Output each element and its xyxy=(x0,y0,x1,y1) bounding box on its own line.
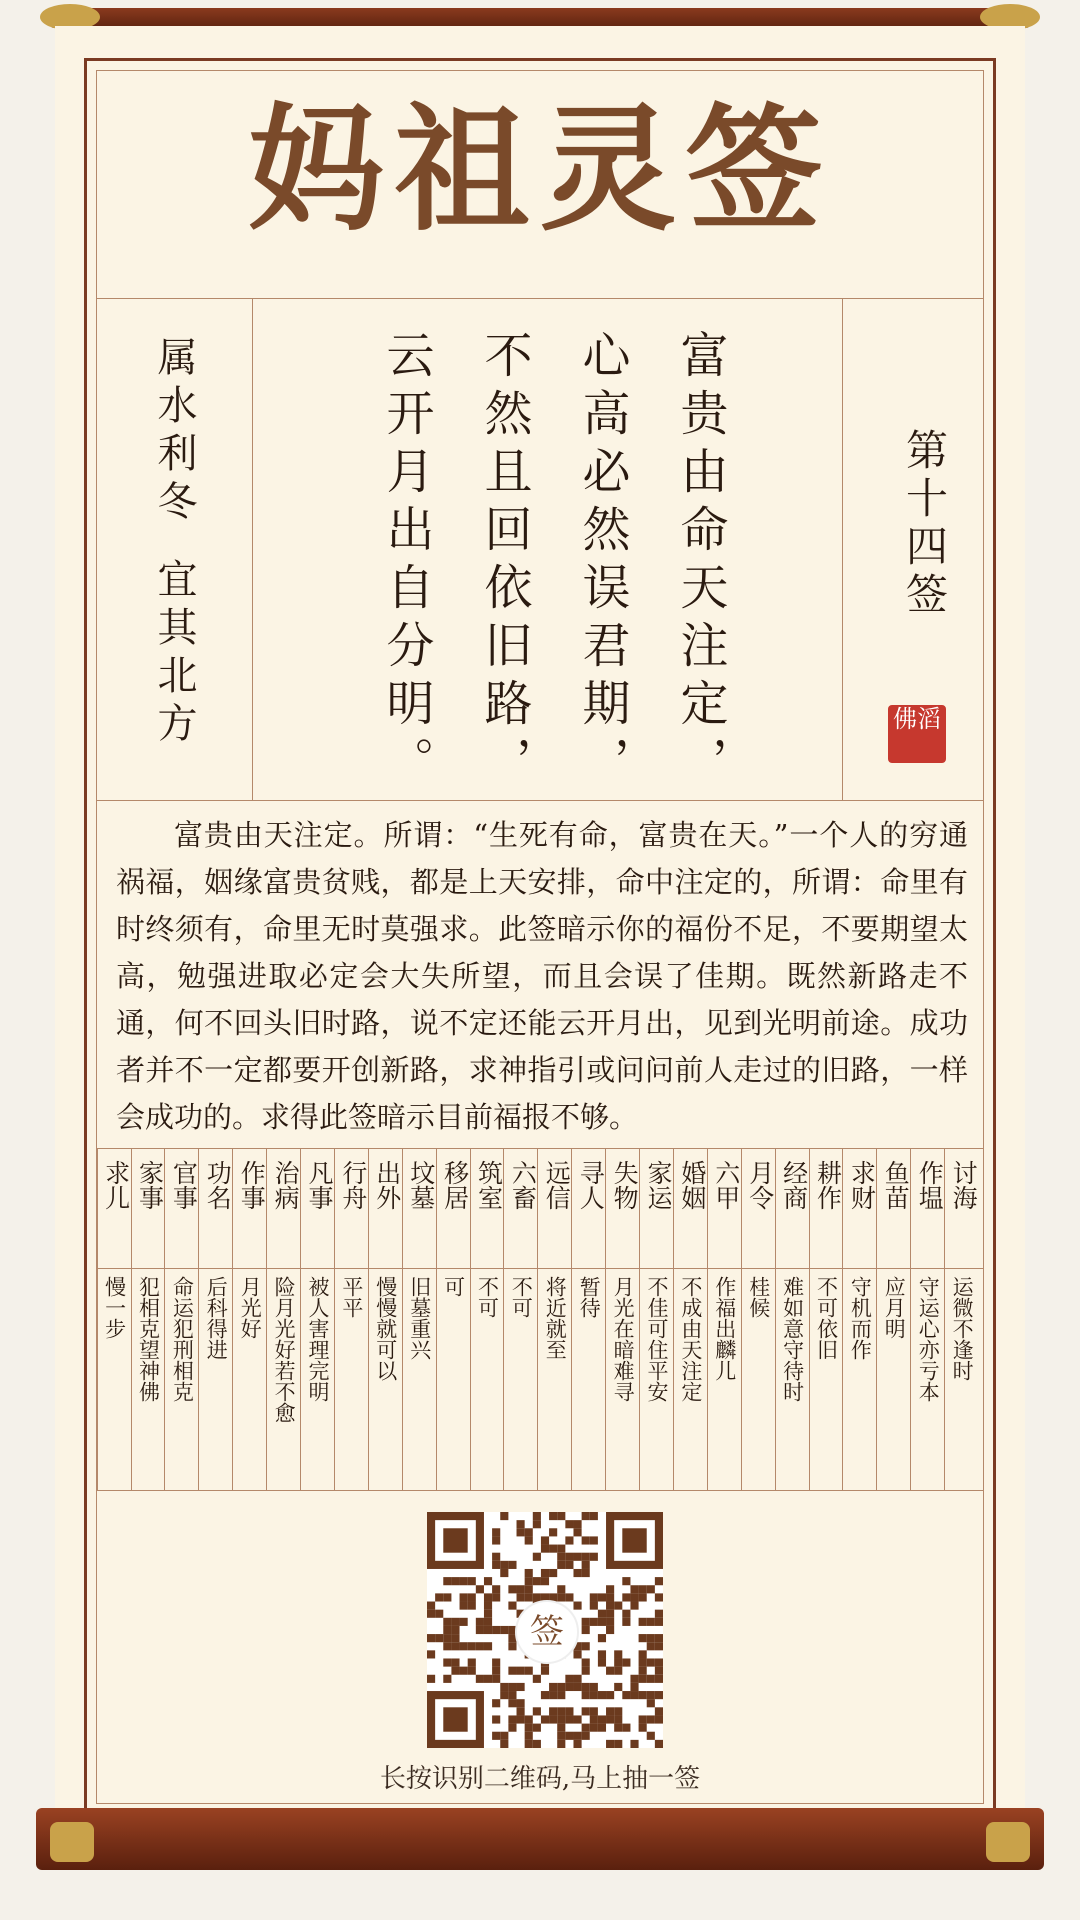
category-label: 六甲 xyxy=(711,1160,741,1210)
poem-line-1: 富贵由命天注定， xyxy=(672,330,728,794)
category-column-divider xyxy=(775,1148,776,1490)
category-label: 治病 xyxy=(271,1160,301,1210)
poem-line-4: 云开月出自分明。 xyxy=(378,330,434,794)
category-column-divider xyxy=(97,1148,98,1490)
category-answer: 命运犯刑相克 xyxy=(170,1276,195,1402)
element-label: 属水利冬 xyxy=(151,336,197,528)
category-column-divider xyxy=(910,1148,911,1490)
category-column-divider xyxy=(232,1148,233,1490)
scroll-bottom-end-left xyxy=(50,1822,94,1862)
category-answer: 不成由天注定 xyxy=(678,1276,703,1402)
sign-number: 第十四签 xyxy=(900,428,949,620)
category-answer: 月光在暗难寻 xyxy=(611,1276,636,1402)
scroll-bottom-end-right xyxy=(986,1822,1030,1862)
category-answer: 月光好 xyxy=(238,1276,263,1339)
category-column-divider xyxy=(876,1148,877,1490)
category-answer: 作福出麟儿 xyxy=(712,1276,737,1381)
category-answer: 慢一步 xyxy=(102,1276,127,1339)
divider-poem xyxy=(96,800,984,801)
seal-stamp: 佛滔 xyxy=(888,705,946,763)
category-answer: 旧墓重兴 xyxy=(407,1276,432,1360)
explanation-text: 富贵由天注定。所谓：“生死有命，富贵在天。”一个人的穷通祸福，姻缘富贵贫贱，都是上天安排，命中注定的，所谓：命里有时终须有，命里无时莫强求。此签暗示你的福份不足，不要期望太高，勉强进取必定会大失所望，而且会误了佳期。既然新路走不通，何不回头旧时路，说不定还能云开月出，见到光明前途。成功者并不一定都要开创新路，求神指引或问问前人走过的旧路，一样会成功的。求得此签暗示目前福报不够。 xyxy=(116,818,968,1134)
category-column-divider xyxy=(300,1148,301,1490)
category-label: 凡事 xyxy=(305,1160,334,1210)
category-label: 行舟 xyxy=(338,1160,368,1210)
scroll-bottom-rod xyxy=(36,1808,1044,1870)
qr-caption: 长按识别二维码,马上抽一签 xyxy=(379,1764,701,1794)
category-label: 远信 xyxy=(542,1160,572,1210)
category-answer: 运微不逢时 xyxy=(950,1276,975,1381)
category-answer: 难如意守待时 xyxy=(780,1276,805,1402)
category-label: 家运 xyxy=(644,1160,673,1210)
category-answer: 慢慢就可以 xyxy=(373,1276,398,1381)
category-column-divider xyxy=(334,1148,335,1490)
category-label: 六畜 xyxy=(508,1160,538,1210)
category-answer: 不可依旧 xyxy=(814,1276,839,1360)
category-answer: 不可 xyxy=(475,1276,500,1318)
poem-line-3: 不然且回依旧路， xyxy=(476,330,532,794)
category-answer: 暂待 xyxy=(577,1276,602,1318)
category-column-divider xyxy=(402,1148,403,1490)
category-label: 婚姻 xyxy=(677,1160,707,1210)
category-label: 经商 xyxy=(779,1160,809,1210)
category-column-divider xyxy=(707,1148,708,1490)
category-label: 月令 xyxy=(745,1160,775,1210)
category-label: 寻人 xyxy=(576,1160,606,1210)
category-column-divider xyxy=(503,1148,504,1490)
category-answer: 平平 xyxy=(339,1276,364,1318)
direction-label: 宜其北方 xyxy=(151,558,197,750)
category-answer: 将近就至 xyxy=(543,1276,568,1360)
qr-center-badge: 签 xyxy=(515,1600,579,1664)
category-answer: 守机而作 xyxy=(848,1276,873,1360)
category-column-divider xyxy=(639,1148,640,1490)
category-column-divider xyxy=(266,1148,267,1490)
category-label: 耕作 xyxy=(813,1160,843,1210)
category-label: 移居 xyxy=(440,1160,470,1210)
category-column-divider xyxy=(741,1148,742,1490)
category-answer: 险月光好若不愈 xyxy=(272,1276,297,1423)
category-answer: 后科得进 xyxy=(204,1276,229,1360)
category-column-divider xyxy=(164,1148,165,1490)
category-column-divider xyxy=(368,1148,369,1490)
category-column-divider xyxy=(470,1148,471,1490)
scroll-top-rod xyxy=(50,8,1030,28)
category-column-divider xyxy=(198,1148,199,1490)
category-label: 官事 xyxy=(169,1160,199,1210)
category-answer: 被人害理完明 xyxy=(306,1276,330,1402)
divider-title xyxy=(96,298,984,299)
category-label: 筑室 xyxy=(474,1160,504,1210)
divider-right-column xyxy=(842,298,843,800)
category-label: 功名 xyxy=(203,1160,233,1210)
category-label: 求财 xyxy=(847,1160,877,1210)
category-label: 家事 xyxy=(135,1160,165,1210)
category-column-divider xyxy=(944,1148,945,1490)
category-answer: 应月明 xyxy=(882,1276,907,1339)
category-label: 求儿 xyxy=(101,1160,131,1210)
category-answer: 犯相克望神佛 xyxy=(136,1276,161,1402)
category-label: 失物 xyxy=(610,1160,640,1210)
category-answer: 守运心亦亏本 xyxy=(916,1276,941,1402)
divider-table xyxy=(96,1490,984,1491)
category-label: 鱼苗 xyxy=(881,1160,911,1210)
category-label: 出外 xyxy=(372,1160,402,1210)
category-column-divider xyxy=(131,1148,132,1490)
category-answer: 不可 xyxy=(509,1276,534,1318)
category-label: 讨海 xyxy=(949,1160,979,1210)
category-column-divider xyxy=(673,1148,674,1490)
poem-line-2: 心高必然误君期， xyxy=(574,330,630,794)
category-label: 作事 xyxy=(237,1160,267,1210)
category-column-divider xyxy=(842,1148,843,1490)
page-title: 妈祖灵签 xyxy=(248,90,832,250)
category-column-divider xyxy=(605,1148,606,1490)
category-label: 作塭 xyxy=(915,1160,945,1210)
divider-explanation xyxy=(96,1148,984,1149)
divider-left-column xyxy=(252,298,253,800)
category-column-divider xyxy=(571,1148,572,1490)
category-label: 坟墓 xyxy=(406,1160,436,1210)
category-answer: 不佳可住平安 xyxy=(645,1276,669,1402)
divider-category-labels xyxy=(96,1268,984,1269)
category-column-divider xyxy=(809,1148,810,1490)
category-column-divider xyxy=(436,1148,437,1490)
category-answer: 可 xyxy=(441,1276,466,1297)
qr-code[interactable] xyxy=(427,1512,663,1748)
category-column-divider xyxy=(537,1148,538,1490)
category-answer: 桂候 xyxy=(746,1276,771,1318)
